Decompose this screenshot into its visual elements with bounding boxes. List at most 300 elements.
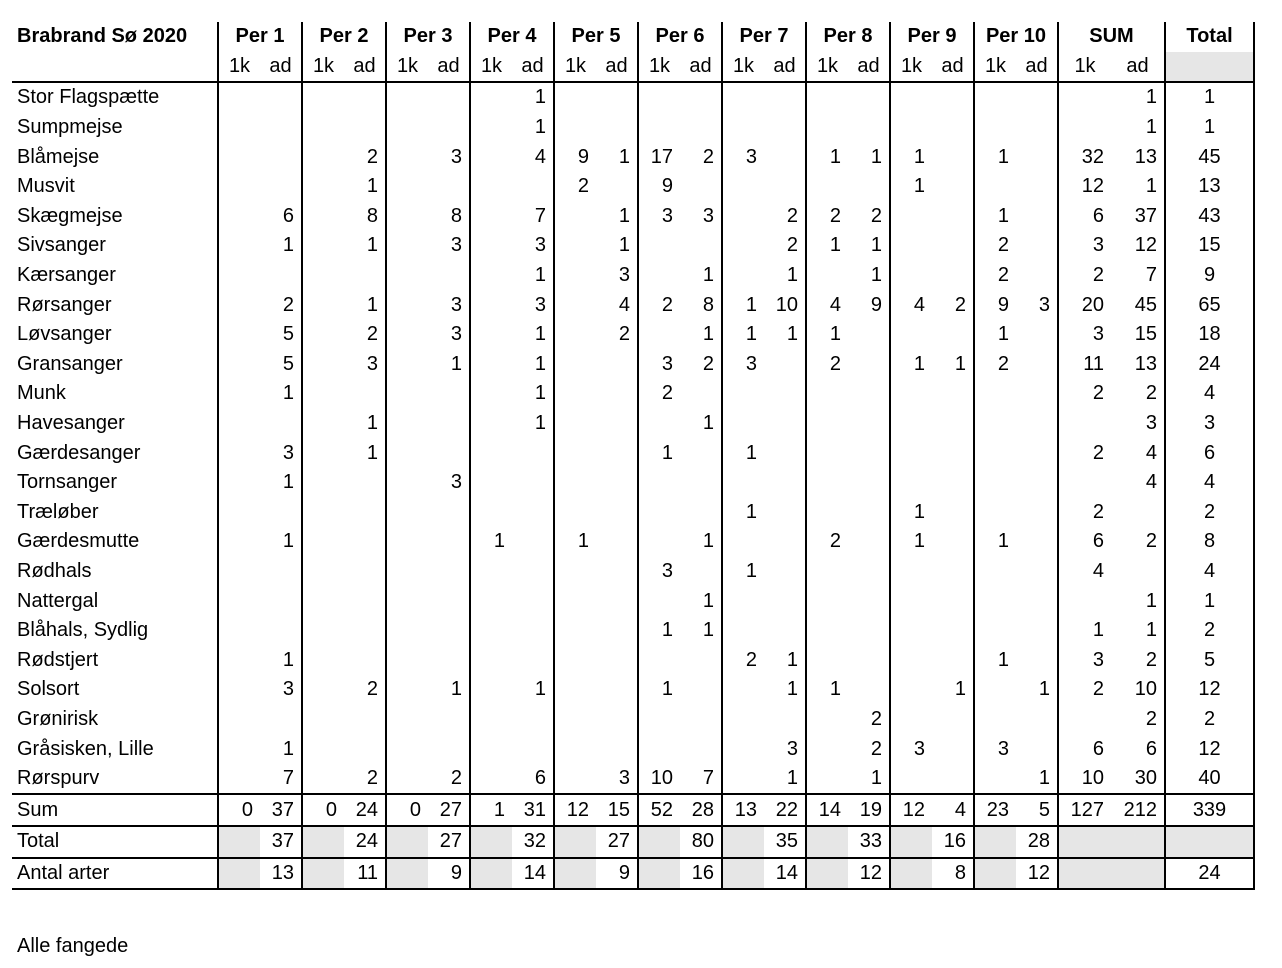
- count-cell: 1: [282, 648, 294, 671]
- count-cell: [932, 320, 974, 350]
- count-cell: [428, 645, 470, 675]
- count-cell: 12: [1134, 234, 1157, 257]
- count-cell: 5: [282, 323, 294, 346]
- species-name: Træløber: [17, 500, 99, 523]
- count-cell: [932, 438, 974, 468]
- count-cell: 1: [702, 323, 714, 346]
- period-header: Per 7: [722, 22, 806, 52]
- count-cell: 1: [702, 589, 714, 612]
- count-cell: [974, 616, 1016, 646]
- count-cell: [344, 261, 386, 291]
- count-cell: [638, 645, 680, 675]
- period-header: Per 5: [554, 22, 638, 52]
- count-cell: [386, 142, 428, 172]
- sub-label: ad: [932, 52, 974, 83]
- count-cell: [848, 320, 890, 350]
- count-cell: 1: [450, 678, 462, 701]
- count-cell: [554, 202, 596, 232]
- count-cell: [974, 172, 1016, 202]
- count-cell: 3: [974, 734, 1016, 764]
- count-cell: 1: [806, 142, 848, 172]
- count-cell: [428, 113, 470, 143]
- count-cell: 1: [1038, 767, 1050, 790]
- count-cell: [638, 409, 680, 439]
- count-cell: [764, 438, 806, 468]
- count-cell: [806, 498, 848, 528]
- count-cell: 3: [1058, 320, 1111, 350]
- count-cell: [302, 557, 344, 587]
- count-cell: 9: [974, 290, 1016, 320]
- sub-label: 1k: [1058, 52, 1111, 83]
- count-cell: [344, 527, 386, 557]
- count-cell: 7: [282, 767, 294, 790]
- count-cell: [302, 290, 344, 320]
- species-count-label: Antal arter: [12, 858, 218, 890]
- count-cell: 1: [366, 412, 378, 435]
- count-cell: [302, 350, 344, 380]
- count-cell: [764, 142, 806, 172]
- bird-count-table: [12, 22, 1255, 890]
- count-cell: [260, 113, 302, 143]
- count-cell: [386, 527, 428, 557]
- count-cell: [218, 261, 260, 291]
- count-cell: [302, 231, 344, 261]
- table-row: [12, 557, 1254, 587]
- count-cell: [638, 527, 680, 557]
- count-cell: [386, 320, 428, 350]
- period-total: 16: [932, 826, 974, 858]
- count-cell: [764, 616, 806, 646]
- sub-label: ad: [764, 52, 806, 83]
- count-cell: [890, 438, 932, 468]
- species-total: 45: [1165, 142, 1254, 172]
- count-cell: 1: [722, 557, 764, 587]
- count-cell: [764, 527, 806, 557]
- count-cell: [260, 409, 302, 439]
- count-cell: [932, 261, 974, 291]
- count-cell: 1: [890, 142, 932, 172]
- count-cell: 4: [1145, 471, 1157, 494]
- count-cell: 1: [870, 145, 882, 168]
- count-cell: 5: [282, 352, 294, 375]
- count-cell: [848, 498, 890, 528]
- count-cell: [386, 379, 428, 409]
- species-name: Blåmejse: [17, 145, 100, 168]
- species-name: Gransanger: [17, 352, 123, 375]
- count-cell: [680, 438, 722, 468]
- count-cell: 1: [806, 675, 848, 705]
- count-cell: [638, 113, 680, 143]
- sum-total: 339: [1165, 794, 1254, 826]
- count-cell: 2: [702, 352, 714, 375]
- count-cell: 1: [890, 172, 932, 202]
- count-cell: [764, 498, 806, 528]
- count-cell: [302, 527, 344, 557]
- count-cell: [932, 468, 974, 498]
- species-total: 18: [1165, 320, 1254, 350]
- count-cell: 4: [890, 290, 932, 320]
- count-cell: [848, 113, 890, 143]
- count-cell: [386, 82, 428, 113]
- count-cell: [470, 557, 512, 587]
- count-cell: [1016, 734, 1058, 764]
- count-cell: [638, 586, 680, 616]
- count-cell: 1: [1145, 589, 1157, 612]
- grand-total-blank: [1165, 826, 1254, 858]
- count-cell: 1: [366, 234, 378, 257]
- count-cell: [428, 586, 470, 616]
- count-cell: [722, 231, 764, 261]
- count-cell: 3: [450, 471, 462, 494]
- species-name: Gærdesanger: [17, 441, 141, 464]
- count-cell: [1016, 231, 1058, 261]
- count-cell: [218, 379, 260, 409]
- count-cell: [386, 231, 428, 261]
- count-cell: [470, 261, 512, 291]
- species-total: 4: [1165, 379, 1254, 409]
- subheader-row: [12, 52, 1254, 83]
- count-cell: 1: [1145, 116, 1157, 139]
- count-cell: [890, 586, 932, 616]
- count-cell: [1016, 350, 1058, 380]
- count-cell: 1: [366, 175, 378, 198]
- count-cell: 2: [974, 231, 1016, 261]
- species-total: 43: [1165, 202, 1254, 232]
- count-cell: [512, 438, 554, 468]
- period-header: Per 4: [470, 22, 554, 52]
- count-cell: [932, 172, 974, 202]
- count-cell: 10: [1134, 678, 1157, 701]
- sub-label: 1k: [554, 52, 596, 83]
- sum-blank: [1058, 826, 1111, 858]
- count-cell: 2: [366, 323, 378, 346]
- species-total: 12: [1165, 675, 1254, 705]
- count-cell: 1: [282, 530, 294, 553]
- count-cell: [218, 142, 260, 172]
- count-cell: [302, 202, 344, 232]
- count-cell: 3: [638, 557, 680, 587]
- count-cell: 6: [282, 204, 294, 227]
- count-cell: 3: [534, 234, 546, 257]
- count-cell: 2: [806, 202, 848, 232]
- count-cell: [302, 616, 344, 646]
- count-cell: 2: [366, 678, 378, 701]
- total-row: [12, 826, 1254, 858]
- sum-cell: 12: [890, 794, 932, 826]
- count-cell: 1: [618, 234, 630, 257]
- count-cell: [554, 764, 596, 795]
- count-cell: [344, 616, 386, 646]
- count-cell: [302, 586, 344, 616]
- count-cell: 1: [890, 527, 932, 557]
- count-cell: [512, 734, 554, 764]
- count-cell: [1058, 586, 1111, 616]
- species-count-blank: [302, 858, 344, 890]
- species-total: 12: [1165, 734, 1254, 764]
- count-cell: 1: [282, 234, 294, 257]
- count-cell: [974, 438, 1016, 468]
- count-cell: 20: [1058, 290, 1111, 320]
- count-cell: 1: [618, 204, 630, 227]
- footnote: Alle fangede: [17, 935, 129, 957]
- count-cell: [512, 172, 554, 202]
- count-cell: [218, 645, 260, 675]
- table-row: [12, 498, 1254, 528]
- count-cell: 4: [1145, 441, 1157, 464]
- count-cell: [596, 350, 638, 380]
- period-header: Per 2: [302, 22, 386, 52]
- count-cell: 1: [1058, 616, 1111, 646]
- total-blank: [302, 826, 344, 858]
- count-cell: [764, 350, 806, 380]
- count-cell: [302, 379, 344, 409]
- count-cell: 1: [974, 202, 1016, 232]
- total-header: Total: [1165, 22, 1254, 52]
- count-cell: 1: [870, 264, 882, 287]
- count-cell: 1: [806, 320, 848, 350]
- table-row: [12, 320, 1254, 350]
- count-cell: [1058, 82, 1111, 113]
- count-cell: 1: [702, 412, 714, 435]
- period-species-count: 16: [680, 858, 722, 890]
- count-cell: 10: [1058, 764, 1111, 795]
- count-cell: [596, 498, 638, 528]
- count-cell: 1: [722, 438, 764, 468]
- count-cell: [764, 113, 806, 143]
- count-cell: [1016, 172, 1058, 202]
- count-cell: [302, 675, 344, 705]
- count-cell: [260, 498, 302, 528]
- count-cell: [722, 82, 764, 113]
- count-cell: 1: [806, 231, 848, 261]
- count-cell: [806, 172, 848, 202]
- count-cell: 1: [534, 352, 546, 375]
- count-cell: [386, 438, 428, 468]
- count-cell: 1: [702, 264, 714, 287]
- sum-cell: 5: [1016, 794, 1058, 826]
- count-cell: [386, 675, 428, 705]
- count-cell: [218, 409, 260, 439]
- count-cell: [722, 734, 764, 764]
- count-cell: [470, 82, 512, 113]
- count-cell: [302, 320, 344, 350]
- sum-cell: 23: [974, 794, 1016, 826]
- count-cell: [890, 261, 932, 291]
- count-cell: [428, 705, 470, 735]
- species-total: 24: [1165, 350, 1254, 380]
- species-total: 2: [1165, 705, 1254, 735]
- count-cell: [554, 409, 596, 439]
- count-cell: 3: [282, 678, 294, 701]
- count-cell: 1: [618, 145, 630, 168]
- table-row: [12, 527, 1254, 557]
- period-header: Per 3: [386, 22, 470, 52]
- count-cell: [218, 527, 260, 557]
- count-cell: 1: [974, 527, 1016, 557]
- count-cell: 1: [554, 527, 596, 557]
- count-cell: 9: [638, 172, 680, 202]
- count-cell: [596, 734, 638, 764]
- count-cell: 1: [954, 678, 966, 701]
- sub-label: 1k: [470, 52, 512, 83]
- count-cell: [260, 586, 302, 616]
- count-cell: 3: [722, 350, 764, 380]
- species-name: Gærdesmutte: [17, 530, 140, 553]
- count-cell: [218, 764, 260, 795]
- sum-cell: 127: [1058, 794, 1111, 826]
- count-cell: [680, 498, 722, 528]
- species-total: 1: [1165, 113, 1254, 143]
- count-cell: [848, 468, 890, 498]
- count-cell: [554, 290, 596, 320]
- count-cell: 4: [806, 290, 848, 320]
- table-title: Brabrand Sø 2020: [17, 25, 188, 48]
- total-blank: [890, 826, 932, 858]
- count-cell: [680, 734, 722, 764]
- count-cell: 2: [870, 737, 882, 760]
- count-cell: [764, 82, 806, 113]
- sub-label: ad: [512, 52, 554, 83]
- count-cell: [932, 557, 974, 587]
- count-cell: 1: [534, 678, 546, 701]
- period-total: 80: [680, 826, 722, 858]
- period-header: Per 6: [638, 22, 722, 52]
- count-cell: [722, 586, 764, 616]
- count-cell: 6: [1058, 734, 1111, 764]
- count-cell: [218, 113, 260, 143]
- count-cell: [848, 645, 890, 675]
- count-cell: 3: [282, 441, 294, 464]
- count-cell: 1: [974, 142, 1016, 172]
- count-cell: [722, 527, 764, 557]
- count-cell: [470, 379, 512, 409]
- sub-label: ad: [1111, 52, 1165, 83]
- count-cell: [302, 172, 344, 202]
- count-cell: [680, 675, 722, 705]
- count-cell: [1016, 557, 1058, 587]
- species-total: 9: [1165, 261, 1254, 291]
- count-cell: [470, 705, 512, 735]
- table-row: [12, 616, 1254, 646]
- count-cell: 15: [1134, 323, 1157, 346]
- count-cell: [386, 498, 428, 528]
- sum-cell: 212: [1111, 794, 1165, 826]
- species-total: 3: [1165, 409, 1254, 439]
- count-cell: 4: [1058, 557, 1111, 587]
- count-cell: [470, 586, 512, 616]
- count-cell: [512, 557, 554, 587]
- count-cell: [470, 320, 512, 350]
- count-cell: 12: [1058, 172, 1111, 202]
- count-cell: [1058, 113, 1111, 143]
- count-cell: [722, 379, 764, 409]
- count-cell: [722, 409, 764, 439]
- count-cell: 3: [786, 737, 798, 760]
- period-header: Per 9: [890, 22, 974, 52]
- count-cell: [1016, 82, 1058, 113]
- count-cell: [344, 82, 386, 113]
- count-cell: [428, 261, 470, 291]
- count-cell: 1: [1038, 678, 1050, 701]
- count-cell: 2: [1058, 438, 1111, 468]
- count-cell: 3: [450, 293, 462, 316]
- count-cell: [344, 468, 386, 498]
- count-cell: [554, 498, 596, 528]
- count-cell: [638, 468, 680, 498]
- count-cell: 1: [534, 116, 546, 139]
- count-cell: [470, 142, 512, 172]
- count-cell: [848, 557, 890, 587]
- count-cell: 6: [1058, 527, 1111, 557]
- count-cell: [512, 616, 554, 646]
- count-cell: [974, 409, 1016, 439]
- count-cell: [722, 705, 764, 735]
- count-cell: [386, 409, 428, 439]
- count-cell: 1: [638, 675, 680, 705]
- count-cell: [344, 645, 386, 675]
- count-cell: [218, 172, 260, 202]
- count-cell: [680, 82, 722, 113]
- species-count-blank: [218, 858, 260, 890]
- count-cell: [554, 645, 596, 675]
- sum-label: Sum: [12, 794, 218, 826]
- count-cell: [470, 675, 512, 705]
- count-cell: [302, 438, 344, 468]
- species-count-blank: [470, 858, 512, 890]
- count-cell: [554, 675, 596, 705]
- count-cell: 2: [870, 204, 882, 227]
- count-cell: 2: [1058, 675, 1111, 705]
- count-cell: [386, 350, 428, 380]
- count-cell: [386, 734, 428, 764]
- count-cell: [302, 734, 344, 764]
- count-cell: [302, 645, 344, 675]
- count-cell: 9: [554, 142, 596, 172]
- count-cell: 3: [1058, 231, 1111, 261]
- count-cell: [302, 142, 344, 172]
- count-cell: [596, 379, 638, 409]
- table-row: [12, 350, 1254, 380]
- count-cell: 1: [786, 767, 798, 790]
- count-cell: [764, 586, 806, 616]
- count-cell: [890, 468, 932, 498]
- count-cell: 2: [954, 293, 966, 316]
- count-cell: [554, 261, 596, 291]
- count-cell: [932, 202, 974, 232]
- count-cell: [596, 172, 638, 202]
- count-cell: [428, 527, 470, 557]
- count-cell: 2: [1145, 707, 1157, 730]
- count-cell: 7: [1145, 264, 1157, 287]
- count-cell: [680, 645, 722, 675]
- species-name: Rødhals: [17, 559, 92, 582]
- count-cell: [848, 616, 890, 646]
- count-cell: [260, 616, 302, 646]
- count-cell: [302, 113, 344, 143]
- count-cell: [848, 82, 890, 113]
- count-cell: 1: [282, 382, 294, 405]
- count-cell: [764, 409, 806, 439]
- count-cell: [386, 290, 428, 320]
- count-cell: [302, 498, 344, 528]
- total-blank: [218, 826, 260, 858]
- table-row: [12, 705, 1254, 735]
- count-cell: 1: [786, 678, 798, 701]
- count-cell: [428, 172, 470, 202]
- species-count-blank: [386, 858, 428, 890]
- count-cell: [218, 468, 260, 498]
- sub-label: 1k: [218, 52, 260, 83]
